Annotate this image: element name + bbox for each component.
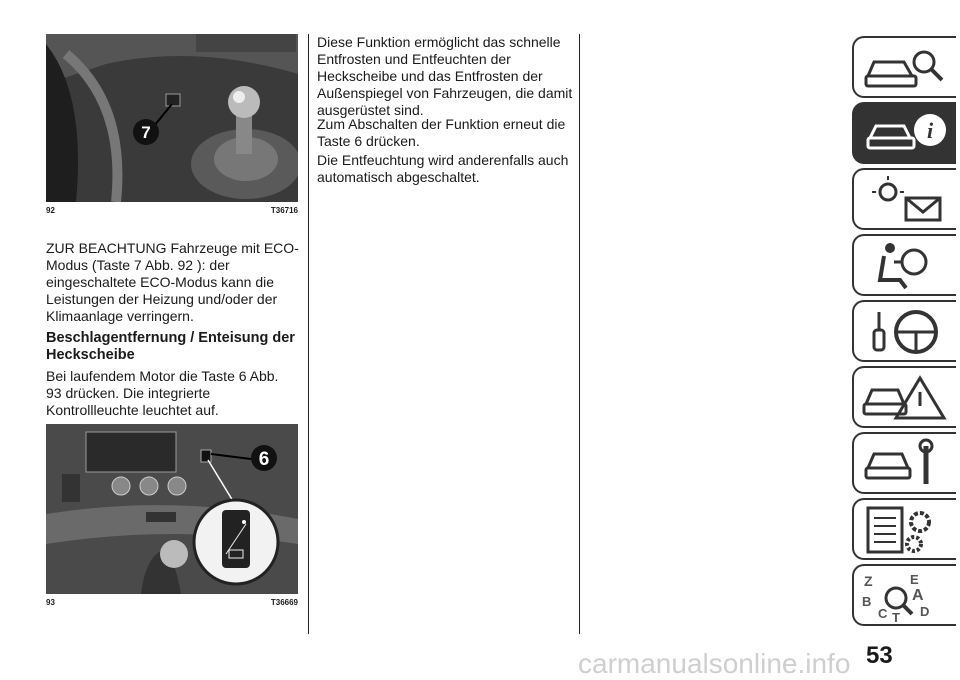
figure-92-caption [46, 206, 298, 215]
svg-text:i: i [926, 118, 934, 143]
index-letter-d: D [920, 604, 930, 619]
index-letter-z: Z [864, 573, 873, 589]
page-number: 53 [866, 642, 893, 669]
tab-car-info[interactable] [852, 102, 956, 164]
index-letter-b: B [862, 594, 872, 609]
note-text: ZUR BEACHTUNG Fahrzeuge mit ECO-Modus (Taste 7 Abb. 92 ): der eingeschaltete ECO-Modus kann die Leistungen der Heizung und/oder der Klimaanlage verringern. [46, 240, 299, 324]
index-letter-a: A [912, 587, 924, 604]
figure-93-caption [46, 598, 298, 607]
index-letter-c: C [878, 606, 888, 621]
warning-light-envelope-icon [860, 174, 952, 226]
key-steering-wheel-icon [860, 306, 952, 358]
alphabetical-index-icon [860, 570, 952, 622]
car-crash-warning-icon [860, 372, 952, 424]
index-letter-e: E [910, 572, 919, 587]
car-wrench-icon [860, 438, 952, 490]
index-letter-t: T [892, 610, 900, 622]
figure-93-number: 93 [46, 598, 55, 607]
paragraph-right-2: Zum Abschalten der Funktion erneut die Taste 6 drücken. [317, 116, 566, 149]
tab-maintenance[interactable] [852, 432, 956, 494]
paragraph-left: Bei laufendem Motor die Taste 6 Abb. 93 drücken. Die integrierte Kontrollleuchte leuchtet auf. [46, 368, 279, 418]
section-heading: Beschlagentfernung / Enteisung der Heckscheibe [46, 330, 295, 363]
paragraph-right-1: Diese Funktion ermöglicht das schnelle Entfrosten und Entfeuchten der Heckscheibe und das Entfrosten der Außenspiegel von Fahrzeugen, die damit ausgerüstet sind. [317, 34, 573, 118]
figure-92-code: T36716 [270, 206, 298, 215]
watermark: carmanualsonline.info [578, 648, 851, 679]
figure-93-callout: 6 [258, 449, 270, 470]
seat-airbag-icon [860, 240, 952, 292]
column-divider-right [579, 34, 580, 634]
tab-safety[interactable] [852, 234, 956, 296]
tab-technical-data[interactable] [852, 498, 956, 560]
figure-93-photo [46, 424, 298, 594]
figure-92-number: 92 [46, 206, 55, 215]
tab-warning-lights[interactable] [852, 168, 956, 230]
car-search-icon [860, 42, 952, 94]
tab-starting-driving[interactable] [852, 300, 956, 362]
figure-92-photo [46, 34, 298, 202]
column-divider-left [308, 34, 309, 634]
tab-emergency[interactable] [852, 366, 956, 428]
paragraph-right-3: Die Entfeuchtung wird anderenfalls auch automatisch abgeschaltet. [317, 152, 569, 185]
tab-index[interactable] [852, 564, 956, 626]
list-gears-icon [860, 504, 952, 556]
figure-93-code: T36669 [270, 598, 298, 607]
tab-car-search[interactable] [852, 36, 956, 98]
figure-92-callout: 7 [141, 123, 151, 142]
car-info-icon [860, 108, 952, 160]
